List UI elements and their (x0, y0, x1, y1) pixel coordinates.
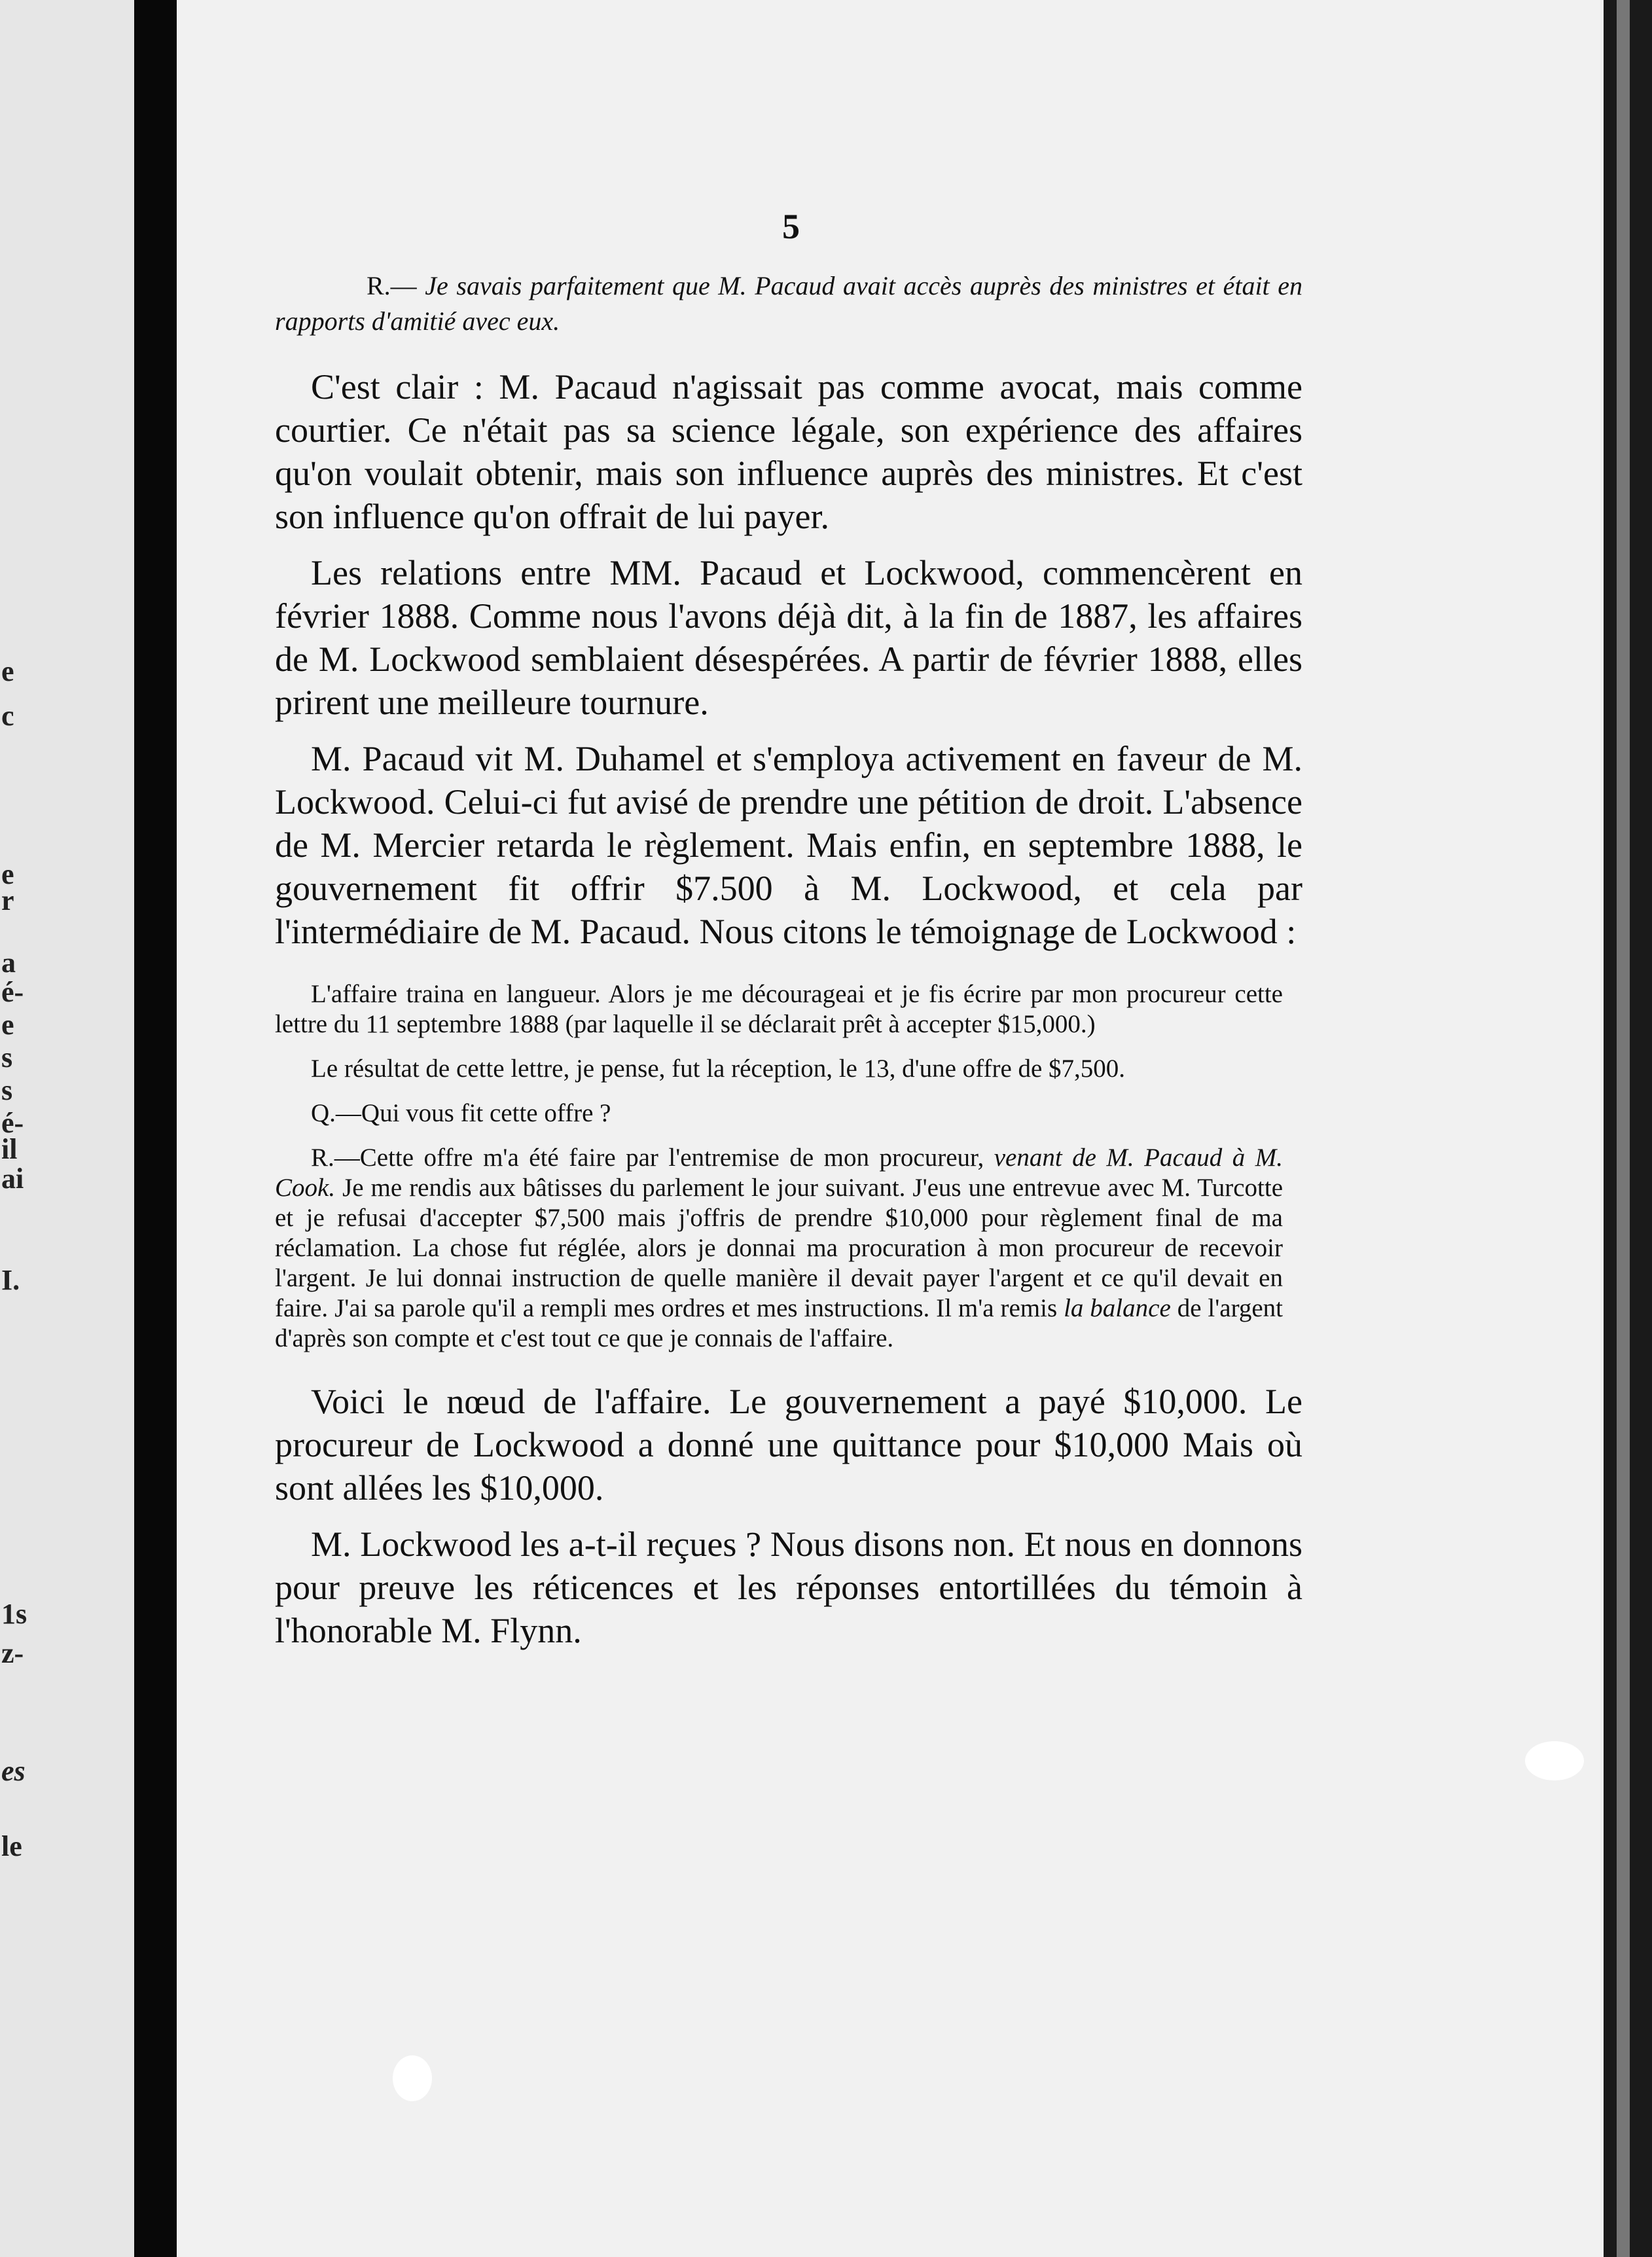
margin-fragment: é- (1, 976, 24, 1008)
answer-prefix: R.— (367, 271, 417, 300)
margin-fragment: r (1, 884, 14, 916)
margin-fragment: s (1, 1074, 13, 1106)
margin-fragment: 1s (1, 1598, 27, 1630)
page-body (275, 196, 1302, 1665)
page-edge (1604, 0, 1652, 2257)
page-number: 5 (782, 207, 800, 246)
answer-text: de l'argent d'après son compte et c'est tout ce que je connais de l'affaire. (275, 1294, 1284, 1352)
paragraph: C'est clair : M. Pacaud n'agissait pas comme avocat, mais comme courtier. Ce n'était pas sa science légale, son expérience des affaires qu'on voulait obtenir, mais son influence auprès des ministres. Et c'est son influence qu'on offrait de lui payer. (275, 367, 1302, 536)
margin-fragment: z- (1, 1637, 24, 1669)
page-edge-strip (1617, 0, 1630, 2257)
paragraph: M. Pacaud vit M. Duhamel et s'employa activement en faveur de M. Lockwood. Celui-ci fut avisé de prendre une pétition de droit. L'absence de M. Mercier retarda le règlement. Mais enfin, en septembre 1888, le gouvernement fit offrir $7.500 à M. Lockwood, et cela par l'intermédiaire de M. Pacaud. Nous citons le témoignage de Lockwood : (275, 739, 1302, 951)
answer-italic-text: la balance (1064, 1294, 1171, 1322)
testimony-quote: L'affaire traina en langueur. Alors je me décourageai et je fis écrire par mon procureur cette lettre du 11 septembre 1888 (par laquelle il se déclarait prêt à accepter $15,000.) (275, 980, 1283, 1038)
margin-fragment: e (1, 1009, 14, 1041)
margin-fragment: I. (1, 1264, 20, 1296)
margin-fragment: c (1, 700, 14, 732)
margin-fragment: e (1, 655, 14, 687)
book-gutter (134, 0, 177, 2257)
paper-blemish (1525, 1741, 1584, 1780)
paper-blemish (393, 2055, 432, 2101)
answer-italic-text: Je savais parfaitement que M. Pacaud avait accès auprès des ministres et était en rapports d'amitié avec eux. (275, 271, 1303, 336)
book-page (177, 0, 1604, 2257)
adjacent-page-fragment (0, 0, 134, 2257)
margin-fragment: a (1, 947, 16, 979)
paragraph: M. Lockwood les a-t-il reçues ? Nous disons non. Et nous en donnons pour preuve les réticences et les réponses entortillées du témoin à l'honorable M. Flynn. (275, 1525, 1302, 1650)
testimony-answer (275, 1143, 1302, 1354)
margin-fragment: ai (1, 1163, 24, 1195)
paragraph: Voici le nœud de l'affaire. Le gouvernement a payé $10,000. Le procureur de Lockwood a donné une quittance pour $10,000 Mais où sont allées les $10,000. (275, 1382, 1302, 1508)
answer-text: R.—Cette offre m'a été faire par l'entremise de mon procureur, (311, 1144, 984, 1172)
margin-fragment: s (1, 1041, 13, 1074)
margin-fragment: es (1, 1755, 26, 1787)
answer-italic-text: venant de M. Pacaud à M. Cook. (275, 1144, 1283, 1202)
answer-intro (275, 268, 1302, 339)
margin-fragment: il (1, 1133, 18, 1165)
margin-fragment: e (1, 858, 14, 890)
paragraph: Les relations entre MM. Pacaud et Lockwood, commencèrent en février 1888. Comme nous l'avons déjà dit, à la fin de 1887, les affaires de M. Lockwood semblaient désespérées. A partir de février 1888, elles prirent une meilleure tournure. (275, 553, 1302, 722)
testimony-question: Q.—Qui vous fit cette offre ? (311, 1099, 611, 1127)
answer-text: Je me rendis aux bâtisses du parlement le jour suivant. J'eus une entrevue avec M. Turcotte et je refusai d'accepter $7,500 mais j'offris de prendre $10,000 pour règlement final de ma réclamation. La chose fut réglée, alors je donnai ma procuration à mon procureur de recevoir l'argent. Je lui donnai instruction de quelle manière il devait payer l'argent et ce qu'il devait en faire. J'ai sa parole qu'il a rempli mes ordres et mes instructions. Il m'a remis (275, 1174, 1284, 1322)
margin-fragment: le (1, 1830, 22, 1862)
margin-fragment: é- (1, 1107, 24, 1139)
testimony-quote: Le résultat de cette lettre, je pense, fut la réception, le 13, d'une offre de $7,500. (311, 1055, 1126, 1083)
